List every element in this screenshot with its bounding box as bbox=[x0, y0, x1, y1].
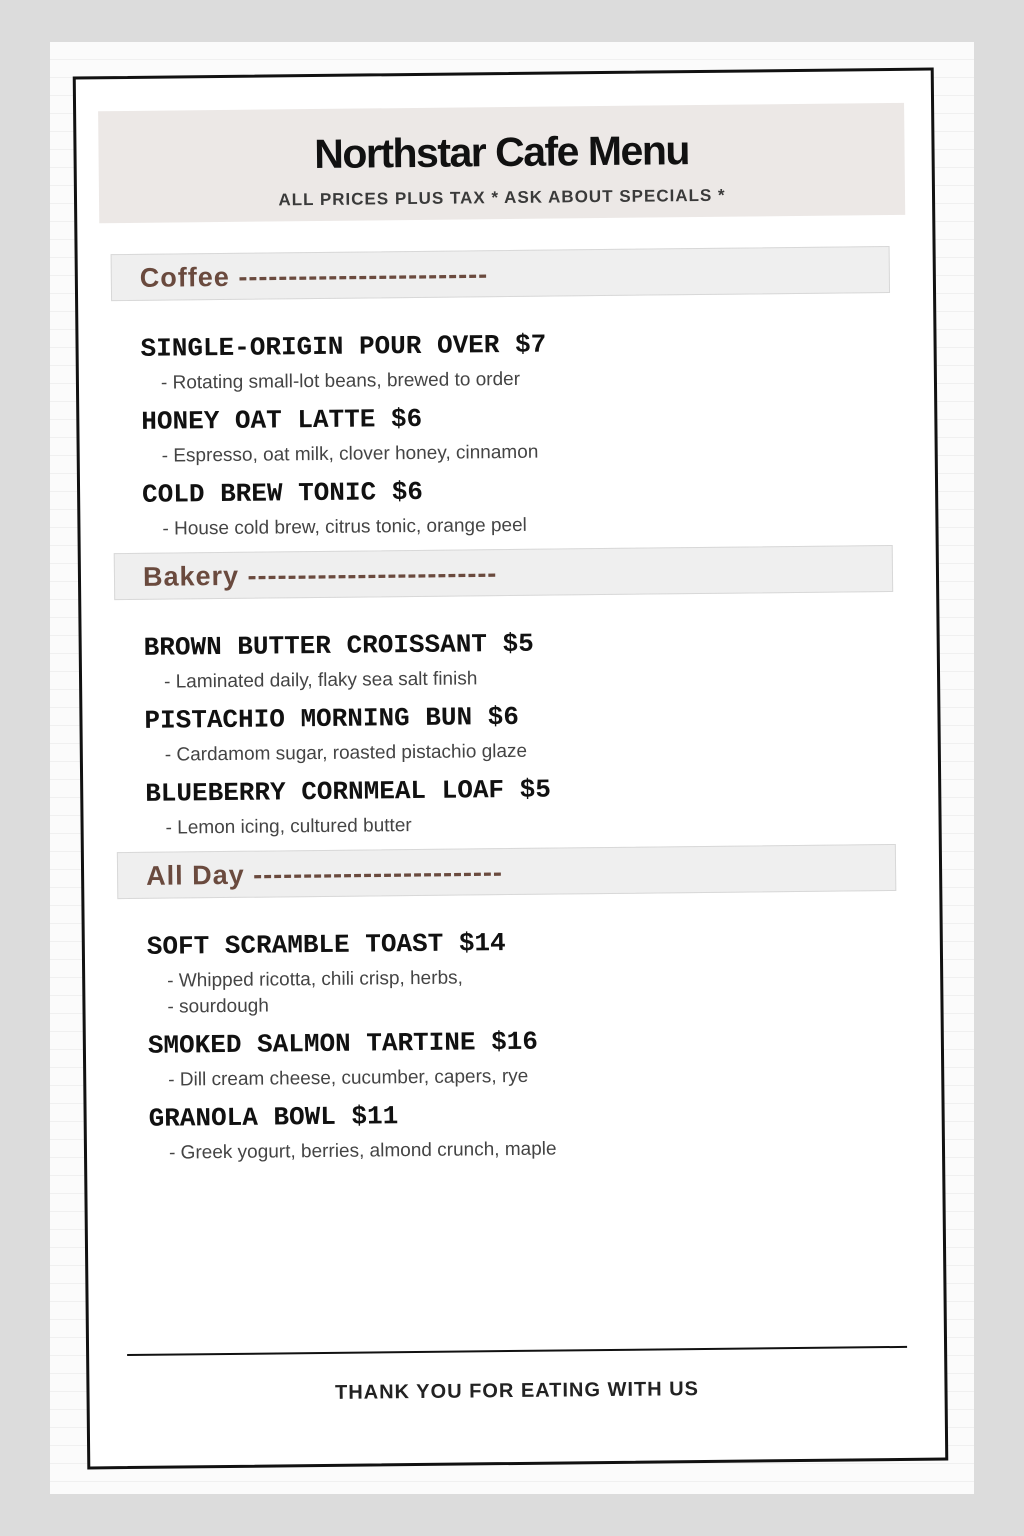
item-name: PISTACHIO MORNING BUN $6 bbox=[144, 701, 520, 736]
item-description: - Cardamom sugar, roasted pistachio glaze bbox=[164, 740, 528, 766]
section-name: Coffee bbox=[139, 261, 231, 293]
section-heading-coffee bbox=[111, 246, 890, 301]
item-name: SOFT SCRAMBLE TOAST $14 bbox=[146, 928, 506, 962]
item-name: GRANOLA BOWL $11 bbox=[148, 1101, 399, 1134]
menu-item bbox=[141, 399, 862, 470]
item-name: BLUEBERRY CORNMEAL LOAF $5 bbox=[145, 774, 552, 809]
menu-item bbox=[140, 326, 861, 397]
menu-item bbox=[144, 698, 865, 769]
section-heading-all-day bbox=[117, 844, 896, 899]
item-description: - Whipped ricotta, chili crisp, herbs, bbox=[167, 967, 463, 992]
section-divider: ------------------------- bbox=[253, 857, 504, 890]
item-description: - Lemon icing, cultured butter bbox=[165, 815, 412, 839]
section-divider: ------------------------- bbox=[247, 558, 498, 591]
menu-header bbox=[98, 103, 905, 223]
menu-card bbox=[73, 68, 949, 1470]
menu-title: Northstar Cafe Menu bbox=[313, 127, 690, 178]
footer-divider bbox=[127, 1346, 907, 1356]
section-name: Bakery bbox=[142, 560, 240, 592]
item-name: SMOKED SALMON TARTINE $16 bbox=[147, 1026, 539, 1061]
item-description: - Rotating small-lot beans, brewed to order bbox=[160, 368, 521, 394]
menu-item bbox=[148, 1096, 869, 1167]
item-description: - Espresso, oat milk, clover honey, cinnamon bbox=[161, 441, 539, 467]
section-divider: ------------------------- bbox=[238, 259, 489, 292]
section-heading-bakery bbox=[114, 545, 893, 600]
item-description: - Greek yogurt, berries, almond crunch, maple bbox=[168, 1138, 557, 1164]
item-description: - House cold brew, citrus tonic, orange peel bbox=[162, 514, 527, 540]
item-name: BROWN BUTTER CROISSANT $5 bbox=[143, 628, 534, 663]
item-name: COLD BREW TONIC $6 bbox=[141, 476, 424, 510]
item-name: HONEY OAT LATTE $6 bbox=[141, 403, 423, 437]
menu-item bbox=[147, 924, 868, 1021]
menu-item bbox=[148, 1023, 869, 1094]
menu-item bbox=[145, 771, 866, 842]
item-description: - Dill cream cheese, cucumber, capers, rye bbox=[168, 1065, 529, 1091]
section-name: All Day bbox=[145, 859, 245, 891]
footer-message: THANK YOU FOR EATING WITH US bbox=[334, 1378, 700, 1404]
menu-item bbox=[142, 472, 863, 543]
menu-subtitle: ALL PRICES PLUS TAX * ASK ABOUT SPECIALS * bbox=[278, 185, 726, 210]
item-name: SINGLE-ORIGIN POUR OVER $7 bbox=[140, 329, 547, 364]
item-description: - sourdough bbox=[167, 995, 269, 1018]
item-description: - Laminated daily, flaky sea salt finish bbox=[163, 668, 478, 693]
menu-item bbox=[144, 625, 865, 696]
